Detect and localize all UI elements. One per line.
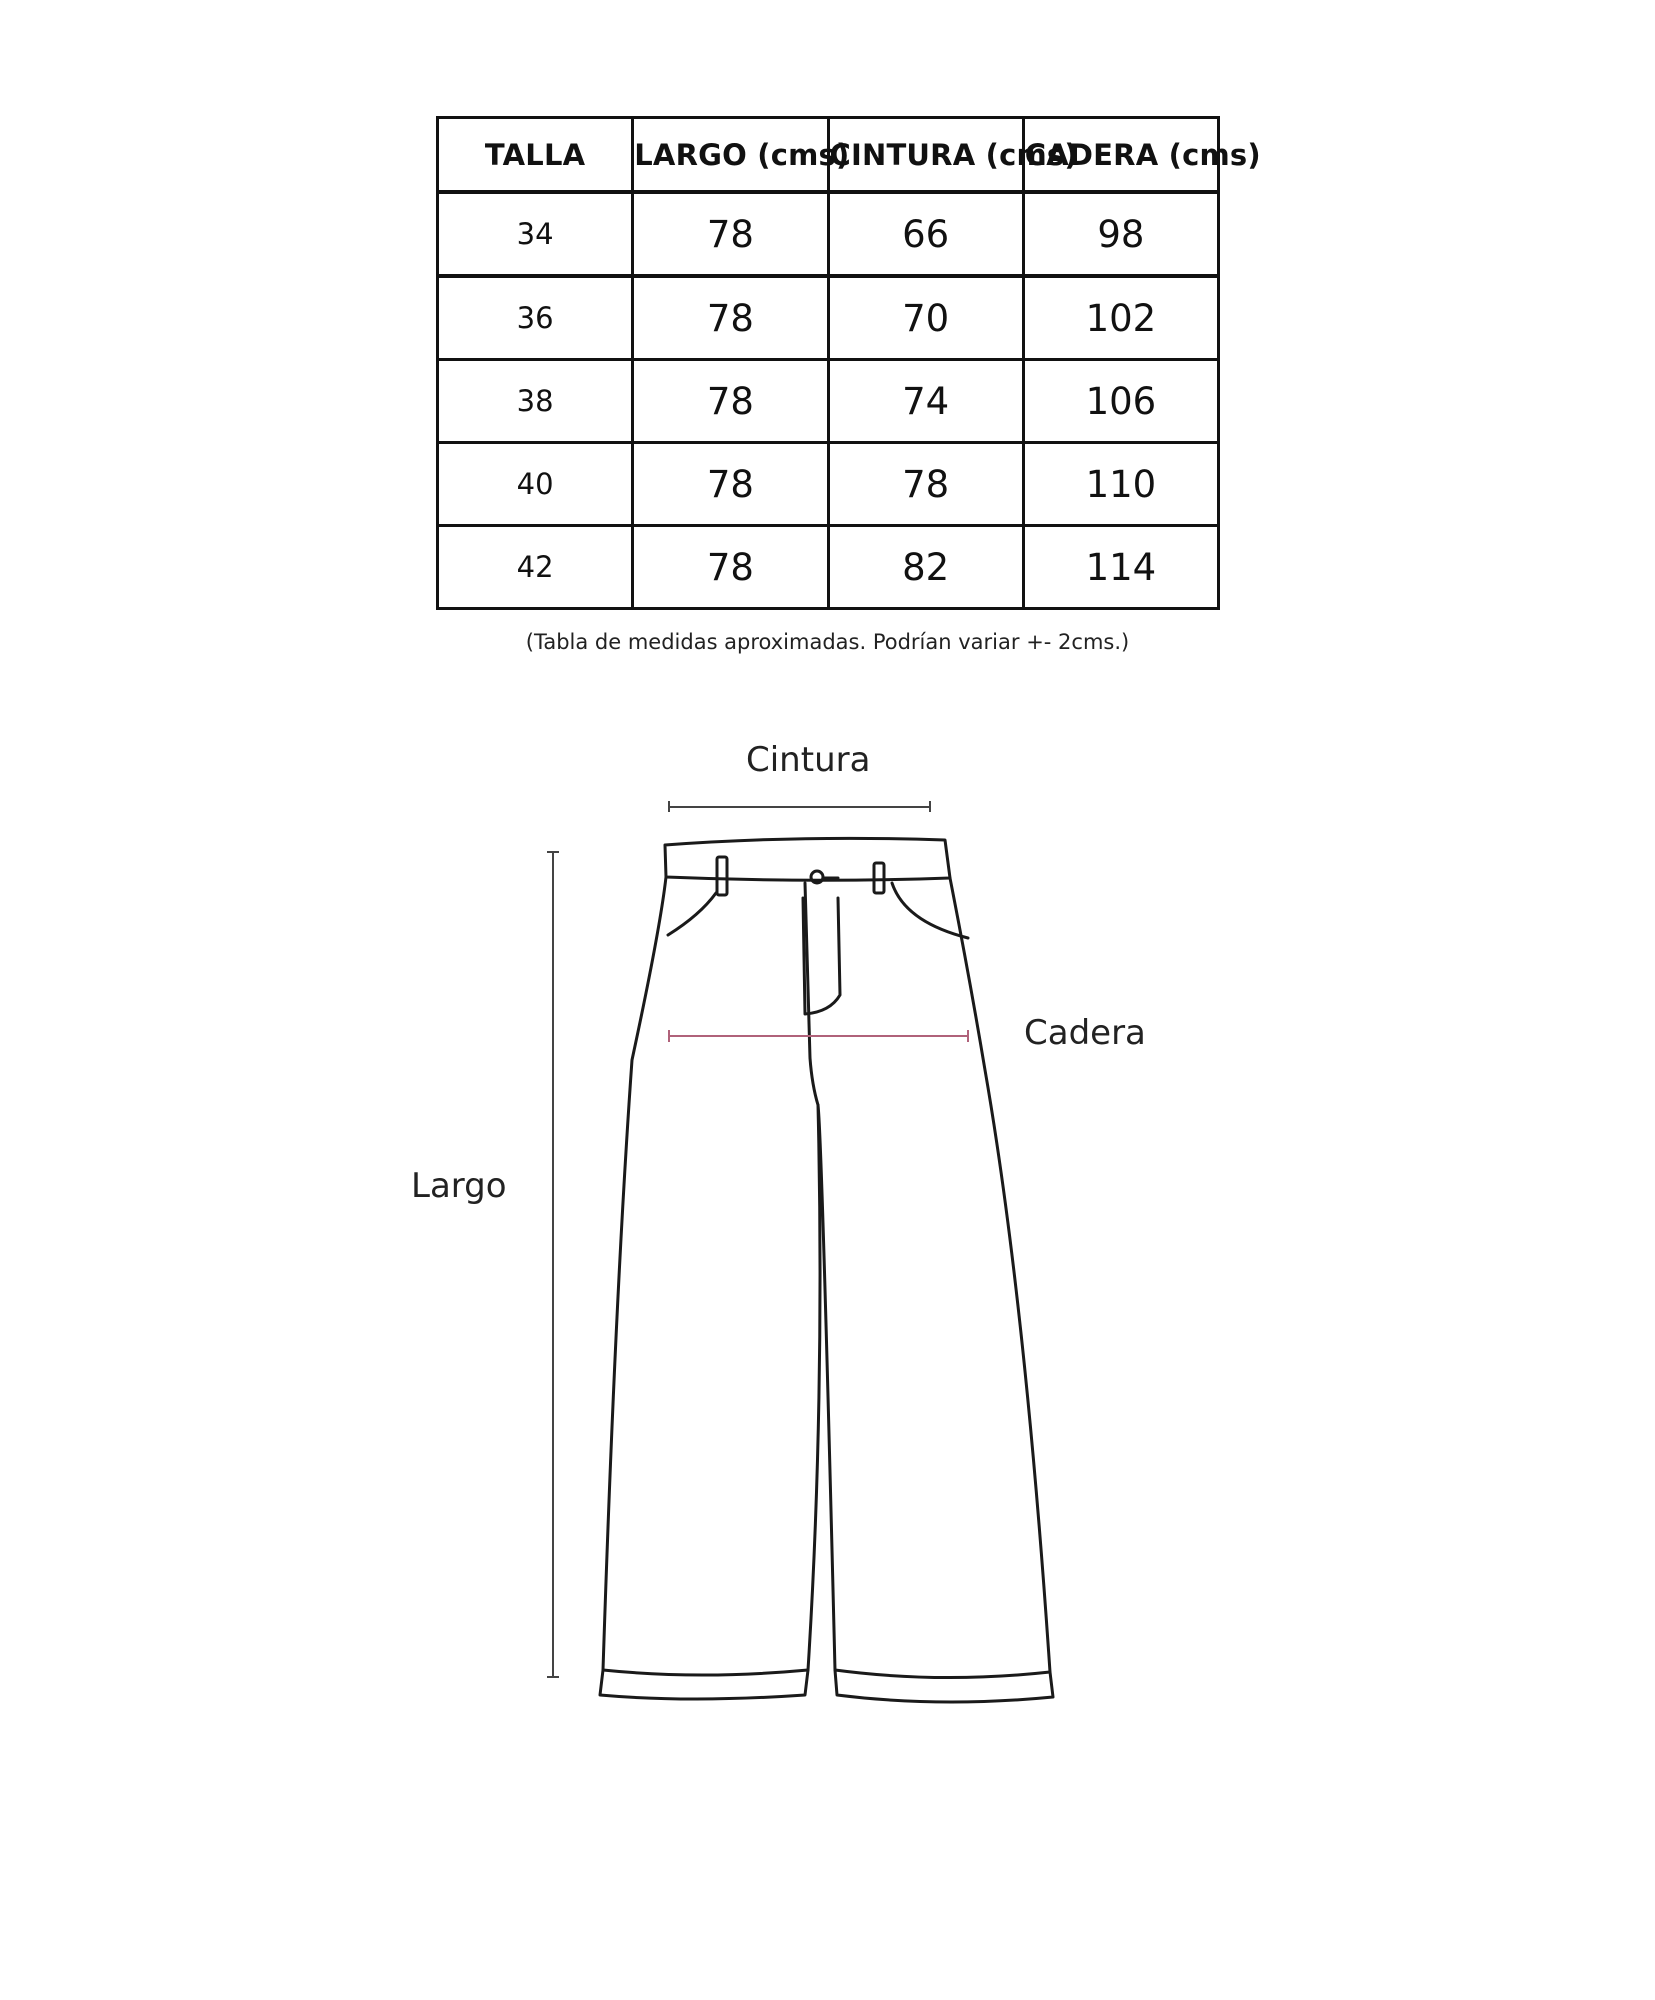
- cell-cintura: 66: [828, 192, 1023, 276]
- header-cadera: CADERA (cms): [1023, 118, 1218, 193]
- cell-cadera: 106: [1023, 360, 1218, 443]
- cell-largo: 78: [633, 526, 828, 609]
- left-pocket: [668, 893, 716, 935]
- left-hem-cuff: [603, 1670, 808, 1675]
- label-largo: Largo: [411, 1166, 507, 1206]
- cell-largo: 78: [633, 443, 828, 526]
- header-largo: LARGO (cms): [633, 118, 828, 193]
- label-cadera: Cadera: [1024, 1013, 1146, 1053]
- header-talla: TALLA: [438, 118, 633, 193]
- cell-cadera: 110: [1023, 443, 1218, 526]
- cell-talla: 34: [438, 192, 633, 276]
- pants-silhouette: [600, 877, 1053, 1702]
- center-seam: [805, 883, 818, 1105]
- waist-measure-line: [669, 801, 930, 812]
- waistband: [665, 838, 950, 880]
- header-cintura: CINTURA (cms): [828, 118, 1023, 193]
- label-cintura: Cintura: [746, 740, 871, 780]
- cell-talla: 42: [438, 526, 633, 609]
- cell-cintura: 70: [828, 276, 1023, 360]
- pants-outline: [600, 838, 1053, 1702]
- cell-talla: 36: [438, 276, 633, 360]
- cell-talla: 38: [438, 360, 633, 443]
- cell-cintura: 74: [828, 360, 1023, 443]
- cell-largo: 78: [633, 192, 828, 276]
- right-hem-cuff: [835, 1670, 1050, 1678]
- cell-cadera: 114: [1023, 526, 1218, 609]
- hip-measure-line: [669, 1030, 968, 1042]
- cell-cadera: 102: [1023, 276, 1218, 360]
- cell-largo: 78: [633, 360, 828, 443]
- belt-loop-left: [717, 857, 727, 895]
- cell-talla: 40: [438, 443, 633, 526]
- length-measure-line: [547, 852, 559, 1677]
- cell-cintura: 78: [828, 443, 1023, 526]
- cell-cintura: 82: [828, 526, 1023, 609]
- belt-loop-right: [874, 863, 884, 893]
- cell-cadera: 98: [1023, 192, 1218, 276]
- cell-largo: 78: [633, 276, 828, 360]
- measurement-note: (Tabla de medidas aproximadas. Podrían variar +- 2cms.): [525, 630, 1130, 654]
